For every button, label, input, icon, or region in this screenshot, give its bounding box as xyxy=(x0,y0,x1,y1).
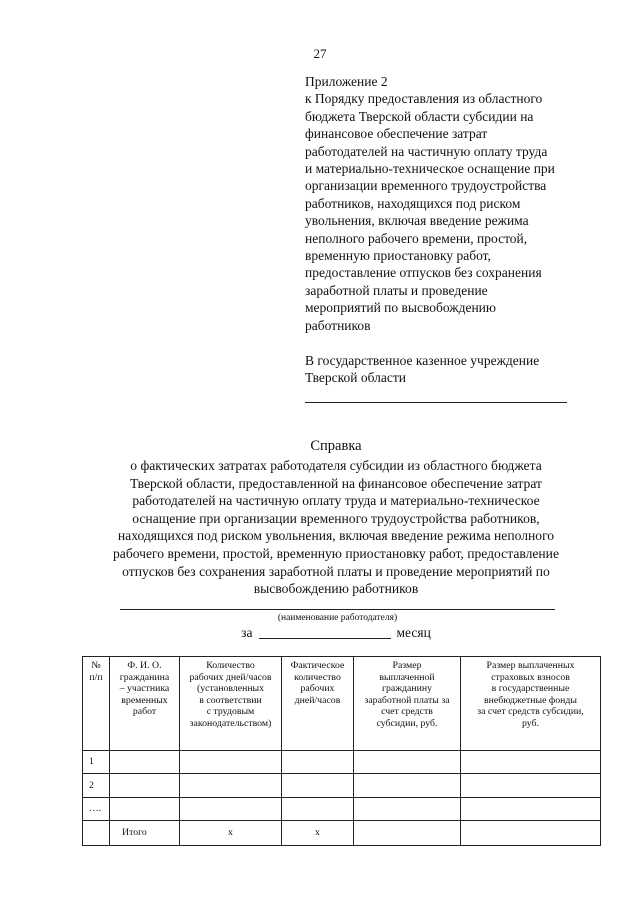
column-header-wages xyxy=(354,657,461,751)
table-cell[interactable] xyxy=(110,751,180,774)
subtitle-line: рабочего времени, простой, временную приостановку работ, предоставление xyxy=(112,545,559,561)
table-cell[interactable] xyxy=(461,798,601,821)
header-text: п/п xyxy=(89,671,103,683)
row-number: 2 xyxy=(83,774,110,798)
appendix-line: временную приостановку работ, xyxy=(305,248,491,264)
column-header-name xyxy=(110,657,180,751)
subtitle-line: оснащение при организации временного трудоустройства работников, xyxy=(132,510,540,526)
employer-name-caption: (наименование работодателя) xyxy=(277,613,398,623)
appendix-line: бюджета Тверской области субсидии на xyxy=(305,108,534,124)
table-cell[interactable] xyxy=(282,774,354,798)
appendix-line: работодателей на частичную оплату труда xyxy=(305,143,548,159)
header-text: временных xyxy=(121,694,168,706)
recipient-line: Тверской области xyxy=(305,370,406,386)
appendix-line: финансовое обеспечение затрат xyxy=(305,126,488,142)
page-number: 27 xyxy=(313,46,327,61)
header-text: рабочих xyxy=(300,683,335,695)
recipient-line: В государственное казенное учреждение xyxy=(305,353,540,368)
table-cell[interactable] xyxy=(461,774,601,798)
table-cell[interactable] xyxy=(461,751,601,774)
table-cell[interactable] xyxy=(354,774,461,798)
subtitle-line: Тверской области, предоставленной на финансовое обеспечение затрат xyxy=(130,475,542,491)
header-text: – участника xyxy=(119,683,170,695)
total-label: Итого xyxy=(110,821,180,846)
subtitle-line: о фактических затратах работодателя субсидии из областного бюджета xyxy=(130,458,542,473)
header-text: руб. xyxy=(522,717,539,729)
subtitle-line: находящихся под риском увольнения, включая введение режима неполного xyxy=(117,528,555,544)
appendix-line: и материально-техническое оснащение при xyxy=(305,161,555,177)
document-title: Справка xyxy=(310,438,362,454)
appendix-line: неполного рабочего времени, простой, xyxy=(305,230,528,246)
table-cell[interactable] xyxy=(354,798,461,821)
employer-name-field[interactable] xyxy=(120,609,555,610)
table-total-row xyxy=(83,821,601,846)
appendix-line: организации временного трудоустройства xyxy=(305,178,547,194)
appendix-line: работников xyxy=(305,317,371,333)
appendix-line: работников, находящихся под риском xyxy=(305,195,521,211)
header-text: дней/часов xyxy=(294,694,341,706)
row-number: …. xyxy=(83,798,110,821)
appendix-block xyxy=(305,73,585,334)
header-text: Размер xyxy=(392,660,422,671)
total-cell[interactable] xyxy=(354,821,461,846)
subtitle-line: высвобождению работников xyxy=(253,581,419,597)
header-text: (установленных xyxy=(196,683,265,695)
total-cell-crossed: х xyxy=(282,821,354,846)
column-header-actual-days xyxy=(282,657,354,751)
document-subtitle xyxy=(80,457,592,598)
total-cell[interactable] xyxy=(461,821,601,846)
header-text: № xyxy=(91,660,101,671)
expenses-table xyxy=(82,656,601,846)
header-text: Размер выплаченных xyxy=(486,660,575,671)
header-text: выплаченной xyxy=(379,671,435,683)
row-number: 1 xyxy=(83,751,110,774)
header-text: в соответствии xyxy=(199,694,262,706)
table-cell xyxy=(83,821,110,846)
header-text: гражданину xyxy=(382,683,432,695)
header-text: рабочих дней/часов xyxy=(189,671,272,683)
period-prefix: за xyxy=(241,625,253,640)
appendix-line: увольнения, включая введение режима xyxy=(305,213,529,229)
header-text: в государственные xyxy=(491,683,570,695)
header-text: гражданина xyxy=(119,671,170,683)
header-text: Количество xyxy=(206,660,255,671)
header-text: заработной платы за xyxy=(364,694,450,706)
table-cell[interactable] xyxy=(180,798,282,821)
period-suffix: месяц xyxy=(396,625,431,640)
table-header-row xyxy=(83,657,601,751)
table-cell[interactable] xyxy=(354,751,461,774)
table-cell[interactable] xyxy=(282,798,354,821)
appendix-line: мероприятий по высвобождению xyxy=(305,300,496,316)
header-text: счет средств xyxy=(381,706,433,718)
table-row xyxy=(83,751,601,774)
month-field[interactable] xyxy=(259,626,391,639)
header-text: страховых взносов xyxy=(491,671,570,683)
period-row xyxy=(0,625,640,641)
table-cell[interactable] xyxy=(110,774,180,798)
header-text: за счет средств субсидии, xyxy=(477,706,584,718)
table-cell[interactable] xyxy=(282,751,354,774)
appendix-line: Приложение 2 xyxy=(305,74,388,89)
table-row xyxy=(83,798,601,821)
table-cell[interactable] xyxy=(110,798,180,821)
table-cell[interactable] xyxy=(180,751,282,774)
appendix-line: к Порядку предоставления из областного xyxy=(305,91,543,107)
appendix-line: предоставление отпусков без сохранения xyxy=(305,265,542,281)
table-row xyxy=(83,774,601,798)
subtitle-line: работодателей на частичную оплату труда и материально-техническое xyxy=(132,493,540,509)
recipient-fill-line[interactable] xyxy=(305,402,567,403)
header-text: количество xyxy=(294,671,341,683)
header-text: субсидии, руб. xyxy=(376,717,438,729)
subtitle-line: отпусков без сохранения заработной платы и проведение мероприятий по xyxy=(122,563,550,579)
header-text: работ xyxy=(132,706,157,718)
recipient-block xyxy=(305,352,585,387)
header-text: с трудовым xyxy=(206,706,255,718)
header-text: Фактическое xyxy=(290,660,345,671)
header-text: законодательством) xyxy=(189,717,272,729)
table-cell[interactable] xyxy=(180,774,282,798)
column-header-number xyxy=(83,657,110,751)
total-cell-crossed: х xyxy=(180,821,282,846)
column-header-planned-days xyxy=(180,657,282,751)
column-header-insurance xyxy=(461,657,601,751)
appendix-line: заработной платы и проведение xyxy=(305,282,488,298)
header-text: Ф. И. О. xyxy=(127,660,162,671)
header-text: внебюджетные фонды xyxy=(484,694,577,706)
